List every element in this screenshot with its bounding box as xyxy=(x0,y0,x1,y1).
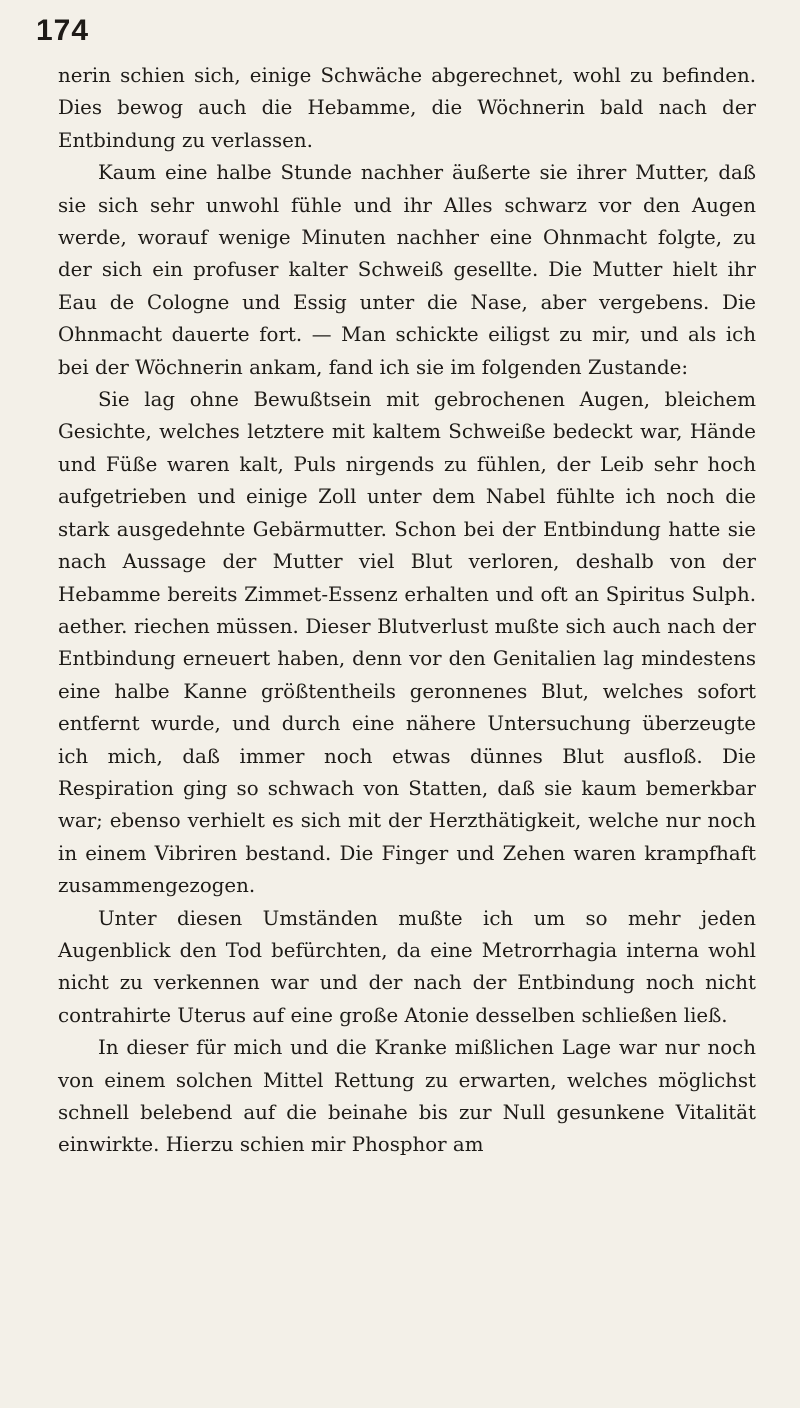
page-body-text xyxy=(36,60,756,1162)
paragraph-5: In dieser für mich und die Kranke mißlichen Lage war nur noch von einem solchen Mittel Rettung zu erwarten, welches möglichst schnell belebend auf die beinahe bis zur Null gesunkene Vitalität einwirkte. Hierzu schien mir Phosphor am xyxy=(58,1036,756,1157)
paragraph-3: Sie lag ohne Bewußtsein mit gebrochenen Augen, bleichem Gesichte, welches letztere mit kaltem Schweiße bedeckt war, Hände und Füße waren kalt, Puls nirgends zu fühlen, der Leib sehr hoch aufgetrieben und einige Zoll unter dem Nabel fühlte ich noch die stark ausgedehnte Gebärmutter. Schon bei der Entbindung hatte sie nach Aussage der Mutter viel Blut verloren, deshalb von der Hebamme bereits Zimmet-Essenz erhalten und oft an Spiritus Sulph. aether. riechen müssen. Dieser Blutverlust mußte sich auch nach der Entbindung erneuert haben, denn vor den Genitalien lag mindestens eine halbe Kanne größtentheils geronnenes Blut, welches sofort entfernt wurde, und durch eine nähere Untersuchung überzeugte ich mich, daß immer noch etwas dünnes Blut ausfloß. Die Respiration ging so schwach von Statten, daß sie kaum bemerkbar war; ebenso verhielt es sich mit der Herzthätigkeit, welche nur noch in einem Vibriren bestand. Die Finger und Zehen waren krampfhaft zusammengezogen. xyxy=(58,388,756,898)
page-number: 174 xyxy=(36,14,90,47)
paragraph-2: Kaum eine halbe Stunde nachher äußerte sie ihrer Mutter, daß sie sich sehr unwohl fühle und ihr Alles schwarz vor den Augen werde, worauf wenige Minuten nachher eine Ohnmacht folgte, zu der sich ein profuser kalter Schweiß gesellte. Die Mutter hielt ihr Eau de Cologne und Essig unter die Nase, aber vergebens. Die Ohnmacht dauerte fort. — Man schickte eiligst zu mir, und als ich bei der Wöchnerin ankam, fand ich sie im folgenden Zustande: xyxy=(58,161,756,379)
paragraph-4: Unter diesen Umständen mußte ich um so mehr jeden Augenblick den Tod befürchten, da eine Metrorrhagia interna wohl nicht zu verkennen war und der nach der Entbindung noch nicht contrahirte Uterus auf eine große Atonie desselben schließen ließ. xyxy=(58,906,756,1027)
paragraph-1: nerin schien sich, einige Schwäche abgerechnet, wohl zu befinden. Dies bewog auch die Hebamme, die Wöchnerin bald nach der Entbindung zu verlassen. xyxy=(58,64,756,152)
